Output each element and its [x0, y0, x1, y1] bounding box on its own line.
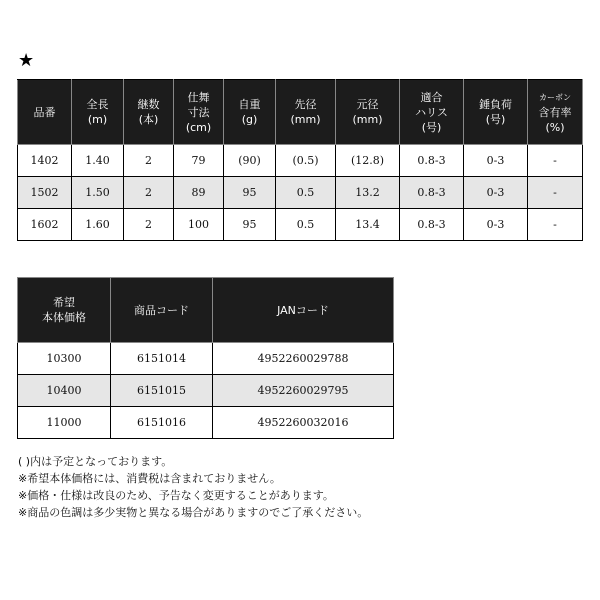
cell-weight: 95	[224, 177, 276, 209]
cell-sections: 2	[124, 209, 174, 241]
cell-tip-diameter: 0.5	[276, 209, 336, 241]
cell-product-code: 6151014	[111, 343, 213, 375]
table-row	[18, 407, 394, 439]
header-sinker-load: 錘負荷 (号)	[464, 80, 528, 145]
cell-length: 1.50	[72, 177, 124, 209]
cell-length: 1.40	[72, 145, 124, 177]
cell-jan-code: 4952260032016	[213, 407, 394, 439]
cell-weight: (90)	[224, 145, 276, 177]
table-row	[18, 209, 583, 241]
header-part-number: 品番	[18, 80, 72, 145]
header-sections: 継数 (本)	[124, 80, 174, 145]
note-tax: ※希望本体価格には、消費税は含まれておりません。	[18, 472, 281, 485]
cell-leader: 0.8-3	[400, 145, 464, 177]
cell-jan-code: 4952260029788	[213, 343, 394, 375]
star-marker: ★	[18, 50, 35, 71]
cell-list-price: 10300	[18, 343, 111, 375]
header-butt-diameter: 元径 (mm)	[336, 80, 400, 145]
cell-butt-diameter: 13.4	[336, 209, 400, 241]
price-table	[17, 277, 394, 439]
cell-sinker-load: 0-3	[464, 145, 528, 177]
notes	[18, 453, 368, 521]
table-row	[18, 145, 583, 177]
price-header-row	[18, 278, 394, 343]
header-product-code: 商品コード	[111, 278, 213, 343]
table-row	[18, 375, 394, 407]
table-row	[18, 177, 583, 209]
cell-part-number: 1502	[18, 177, 72, 209]
note-tentative: ( )内は予定となっております。	[18, 455, 173, 468]
cell-leader: 0.8-3	[400, 177, 464, 209]
cell-closed-length: 79	[174, 145, 224, 177]
table-row	[18, 343, 394, 375]
cell-tip-diameter: (0.5)	[276, 145, 336, 177]
cell-sections: 2	[124, 177, 174, 209]
header-jan-code: JANコード	[213, 278, 394, 343]
cell-carbon-content: -	[528, 177, 583, 209]
cell-part-number: 1402	[18, 145, 72, 177]
header-length: 全長 (m)	[72, 80, 124, 145]
cell-sections: 2	[124, 145, 174, 177]
cell-carbon-content: -	[528, 145, 583, 177]
header-leader: 適合 ハリス (号)	[400, 80, 464, 145]
cell-sinker-load: 0-3	[464, 177, 528, 209]
cell-butt-diameter: (12.8)	[336, 145, 400, 177]
cell-length: 1.60	[72, 209, 124, 241]
cell-weight: 95	[224, 209, 276, 241]
cell-butt-diameter: 13.2	[336, 177, 400, 209]
cell-closed-length: 100	[174, 209, 224, 241]
cell-tip-diameter: 0.5	[276, 177, 336, 209]
spec-header-row	[18, 80, 583, 145]
header-tip-diameter: 先径 (mm)	[276, 80, 336, 145]
spec-table	[17, 79, 583, 241]
cell-part-number: 1602	[18, 209, 72, 241]
cell-jan-code: 4952260029795	[213, 375, 394, 407]
cell-list-price: 11000	[18, 407, 111, 439]
note-spec-change: ※価格・仕様は改良のため、予告なく変更することがあります。	[18, 489, 334, 502]
header-weight: 自重 (g)	[224, 80, 276, 145]
cell-list-price: 10400	[18, 375, 111, 407]
header-list-price: 希望 本体価格	[18, 278, 111, 343]
cell-leader: 0.8-3	[400, 209, 464, 241]
cell-closed-length: 89	[174, 177, 224, 209]
header-carbon-content: カーボン 含有率 (%)	[528, 80, 583, 145]
header-closed-length: 仕舞 寸法 (cm)	[174, 80, 224, 145]
cell-sinker-load: 0-3	[464, 209, 528, 241]
cell-product-code: 6151015	[111, 375, 213, 407]
note-color: ※商品の色調は多少実物と異なる場合がありますのでご了承ください。	[18, 506, 369, 519]
cell-carbon-content: -	[528, 209, 583, 241]
cell-product-code: 6151016	[111, 407, 213, 439]
